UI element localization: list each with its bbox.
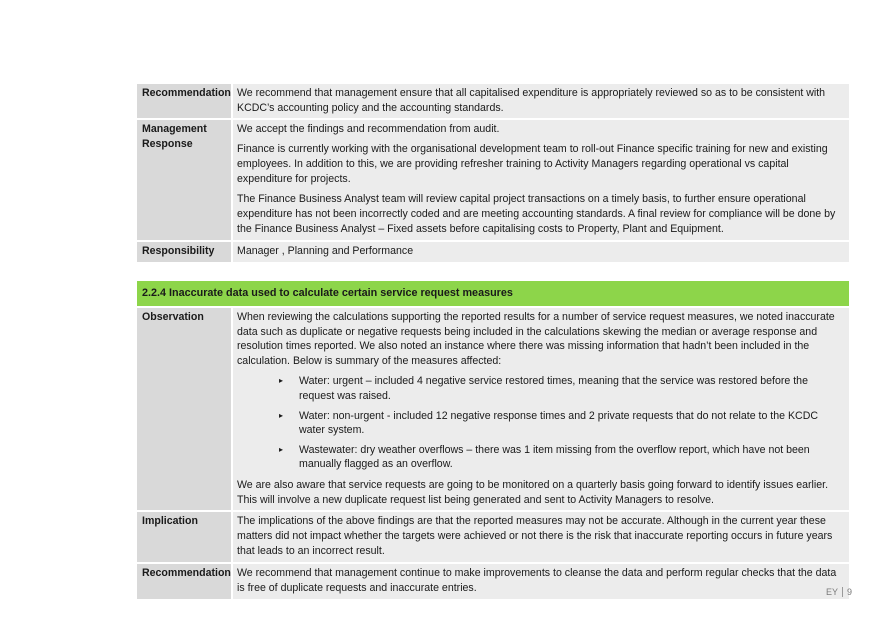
table-row-responsibility xyxy=(137,242,849,262)
brand-label: EY xyxy=(826,587,839,597)
row-value xyxy=(233,308,849,510)
row-label: Responsibility xyxy=(137,242,231,262)
paragraph: When reviewing the calculations supporting the reported results for a number of service request measures, we noted inaccurate data such as duplicate or negative requests being included in the calculations skewing the median or average response and resolution times reported. We also noted an instance where there was missing information that hadn’t been included in the calculation. Below is summary of the measures affected: xyxy=(237,310,835,367)
bullet-list xyxy=(237,374,843,472)
page-number: 9 xyxy=(847,587,853,597)
row-value xyxy=(233,120,849,240)
row-label: Management Response xyxy=(137,120,231,240)
section-heading: 2.2.4 Inaccurate data used to calculate certain service request measures xyxy=(137,281,849,306)
footer-divider xyxy=(842,587,843,597)
paragraph: The implications of the above findings are that the reported measures may not be accurate. Although in the current year these matters did not impact whether the targets were achieved or not there is the risk that inaccurate reporting occurs in future years that leads to an incorrect result. xyxy=(237,515,833,558)
list-item xyxy=(279,374,843,403)
findings-table-top xyxy=(137,84,849,264)
row-label: Recommendation xyxy=(137,84,231,118)
paragraph: We recommend that management continue to make improvements to cleanse the data and perform regular checks that the data is free of duplicate requests and inaccurate entries. xyxy=(237,567,837,594)
paragraph: Finance is currently working with the organisational development team to roll-out Finance specific training for new and existing employees. In addition to this, we are providing refresher training to Activity Managers regarding operational vs capital expenditure for projects. xyxy=(237,143,828,186)
findings-table-2-2-4 xyxy=(137,281,849,601)
paragraph: We recommend that management ensure that all capitalised expenditure is appropriately reviewed so as to be consistent with KCDC’s accounting policy and the accounting standards. xyxy=(237,87,826,114)
row-value xyxy=(233,512,849,562)
page-footer xyxy=(826,586,852,598)
row-value xyxy=(233,242,849,262)
list-item-text: Water: non-urgent - included 12 negative response times and 2 private requests that do not relate to the KCDC water system. xyxy=(299,409,818,437)
bullet-arrow-icon: ▸ xyxy=(279,444,284,454)
bullet-arrow-icon: ▸ xyxy=(279,410,284,420)
row-value xyxy=(233,564,849,598)
row-label: Recommendation xyxy=(137,564,231,598)
list-item-text: Wastewater: dry weather overflows – there was 1 item missing from the overflow report, which have not been manually flagged as an overflow. xyxy=(299,443,810,471)
list-item xyxy=(279,409,843,438)
row-label: Observation xyxy=(137,308,231,510)
list-item xyxy=(279,443,843,472)
paragraph: We are also aware that service requests are going to be monitored on a quarterly basis going forward to identify issues earlier. This will involve a new duplicate request list being generated and sent to Activity Managers to resolve. xyxy=(237,478,829,506)
paragraph: Manager , Planning and Performance xyxy=(237,245,414,258)
paragraph: The Finance Business Analyst team will review capital project transactions on a timely basis, to further ensure operational expenditure has not been incorrectly coded and are meeting accounting standards. A final review for compliance will be done by the Finance Business Analyst – Fixed assets before capitalising costs to Property, Plant and Equipment. xyxy=(237,193,836,236)
paragraph: We accept the findings and recommendation from audit. xyxy=(237,123,500,136)
table-row-management-response xyxy=(137,120,849,240)
row-value xyxy=(233,84,849,118)
row-label: Implication xyxy=(137,512,231,562)
table-row-implication xyxy=(137,512,849,562)
table-row-recommendation xyxy=(137,564,849,598)
bullet-arrow-icon: ▸ xyxy=(279,376,284,386)
table-row-recommendation xyxy=(137,84,849,118)
list-item-text: Water: urgent – included 4 negative service restored times, meaning that the service was restored before the request was raised. xyxy=(299,375,808,402)
table-row-observation xyxy=(137,308,849,510)
